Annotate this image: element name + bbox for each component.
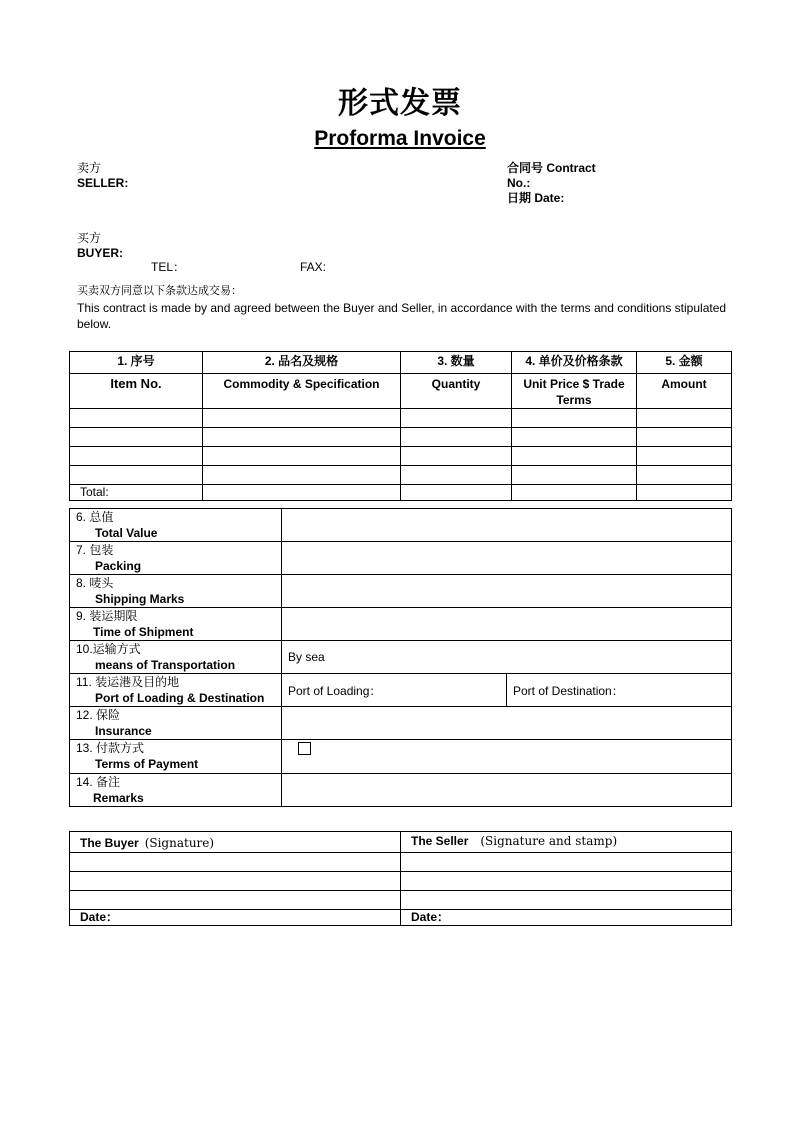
- term-row-remarks: [70, 774, 732, 807]
- items-header-row-cn: [70, 352, 732, 374]
- total-cell[interactable]: [203, 485, 401, 501]
- table-cell[interactable]: [637, 409, 732, 428]
- seller-date-label: Date：: [401, 910, 732, 926]
- buyer-signature-cell[interactable]: [70, 853, 401, 872]
- items-table: [69, 351, 732, 501]
- payment-checkbox[interactable]: [298, 742, 311, 755]
- signature-header-row: [70, 832, 732, 853]
- seller-signature-cell[interactable]: [401, 853, 732, 872]
- remarks-field[interactable]: [282, 774, 732, 807]
- table-row: [70, 409, 732, 428]
- table-cell[interactable]: [203, 409, 401, 428]
- date-label: 日期 Date:: [507, 191, 565, 205]
- port-of-destination-field[interactable]: Port of Destination：: [507, 674, 732, 707]
- header-quantity-en: Quantity: [401, 374, 512, 409]
- header-unit-price-en: Unit Price $ Trade Terms: [512, 374, 637, 409]
- signature-date-row: [70, 910, 732, 926]
- signature-table: [69, 831, 732, 926]
- table-cell[interactable]: [70, 428, 203, 447]
- table-cell[interactable]: [203, 466, 401, 485]
- term-label: 11. 装运港及目的地 Port of Loading & Destination: [70, 674, 282, 707]
- header-amount-cn: 5. 金额: [637, 352, 732, 374]
- seller-label-en: SELLER:: [77, 176, 129, 190]
- term-label: 14. 备注 Remarks: [70, 774, 282, 807]
- term-label: 10.运输方式 means of Transportation: [70, 641, 282, 674]
- header-amount-en: Amount: [637, 374, 732, 409]
- total-row: [70, 485, 732, 501]
- total-cell[interactable]: [637, 485, 732, 501]
- table-cell[interactable]: [637, 466, 732, 485]
- contract-no-label-2: No.:: [507, 176, 531, 190]
- term-label: 9. 装运期限 Time of Shipment: [70, 608, 282, 641]
- buyer-label-en: BUYER:: [77, 246, 124, 260]
- table-cell[interactable]: [70, 447, 203, 466]
- term-row-insurance: [70, 707, 732, 740]
- term-label: 13. 付款方式 Terms of Payment: [70, 740, 282, 774]
- intro-text-en: This contract is made by and agreed between the Buyer and Seller, in accordance with the terms and conditions stipulated below.: [77, 301, 727, 331]
- shipping-marks-field[interactable]: [282, 575, 732, 608]
- table-cell[interactable]: [70, 409, 203, 428]
- payment-terms-field[interactable]: [282, 740, 732, 774]
- header-quantity-cn: 3. 数量: [401, 352, 512, 374]
- seller-signature-cell[interactable]: [401, 872, 732, 891]
- seller-label-cn: 卖方: [77, 161, 102, 175]
- table-cell[interactable]: [401, 466, 512, 485]
- document-title-en: Proforma Invoice: [314, 127, 486, 150]
- table-row: [70, 872, 732, 891]
- time-of-shipment-field[interactable]: [282, 608, 732, 641]
- term-row-transportation: [70, 641, 732, 674]
- table-cell[interactable]: [512, 447, 637, 466]
- term-label: 6. 总值 Total Value: [70, 509, 282, 542]
- table-cell[interactable]: [203, 447, 401, 466]
- buyer-signature-cell[interactable]: [70, 872, 401, 891]
- table-row: [70, 428, 732, 447]
- term-label: 12. 保险 Insurance: [70, 707, 282, 740]
- total-value-field[interactable]: [282, 509, 732, 542]
- table-cell[interactable]: [401, 447, 512, 466]
- table-row: [70, 447, 732, 466]
- buyer-date-label: Date：: [70, 910, 401, 926]
- transportation-field[interactable]: By sea: [282, 641, 732, 674]
- buyer-fax-label: FAX:: [300, 260, 327, 274]
- header-item-no-cn: 1. 序号: [70, 352, 203, 374]
- term-row-total-value: [70, 509, 732, 542]
- term-label: 8. 唛头 Shipping Marks: [70, 575, 282, 608]
- total-label: Total:: [70, 485, 203, 501]
- table-cell[interactable]: [637, 428, 732, 447]
- buyer-signature-cell[interactable]: [70, 891, 401, 910]
- packing-field[interactable]: [282, 542, 732, 575]
- term-row-port: [70, 674, 732, 707]
- table-cell[interactable]: [512, 466, 637, 485]
- table-cell[interactable]: [512, 428, 637, 447]
- buyer-label-cn: 买方: [77, 231, 102, 245]
- document-title-cn: 形式发票: [338, 86, 462, 121]
- terms-table: [69, 508, 732, 807]
- contract-no-label: 合同号 Contract: [507, 161, 596, 175]
- buyer-tel-label: TEL：: [151, 260, 186, 274]
- intro-text-cn: 买卖双方同意以下条款达成交易：: [77, 284, 242, 297]
- header-commodity-en: Commodity & Specification: [203, 374, 401, 409]
- buyer-signature-header: The Buyer (Signature): [70, 832, 401, 853]
- table-cell[interactable]: [70, 466, 203, 485]
- table-cell[interactable]: [512, 409, 637, 428]
- table-cell[interactable]: [401, 428, 512, 447]
- term-label: 7. 包装 Packing: [70, 542, 282, 575]
- table-cell[interactable]: [203, 428, 401, 447]
- table-row: [70, 466, 732, 485]
- term-row-packing: [70, 542, 732, 575]
- header-commodity-cn: 2. 品名及规格: [203, 352, 401, 374]
- table-cell[interactable]: [401, 409, 512, 428]
- table-row: [70, 891, 732, 910]
- items-header-row-en: [70, 374, 732, 409]
- header-item-no-en: Item No.: [70, 374, 203, 409]
- term-row-payment: [70, 740, 732, 774]
- header-unit-price-cn: 4. 单价及价格条款: [512, 352, 637, 374]
- seller-signature-cell[interactable]: [401, 891, 732, 910]
- total-cell[interactable]: [401, 485, 512, 501]
- seller-signature-header: The Seller (Signature and stamp): [401, 832, 732, 853]
- table-cell[interactable]: [637, 447, 732, 466]
- port-of-loading-field[interactable]: Port of Loading：: [282, 674, 507, 707]
- total-cell[interactable]: [512, 485, 637, 501]
- term-row-time-of-shipment: [70, 608, 732, 641]
- insurance-field[interactable]: [282, 707, 732, 740]
- term-row-shipping-marks: [70, 575, 732, 608]
- table-row: [70, 853, 732, 872]
